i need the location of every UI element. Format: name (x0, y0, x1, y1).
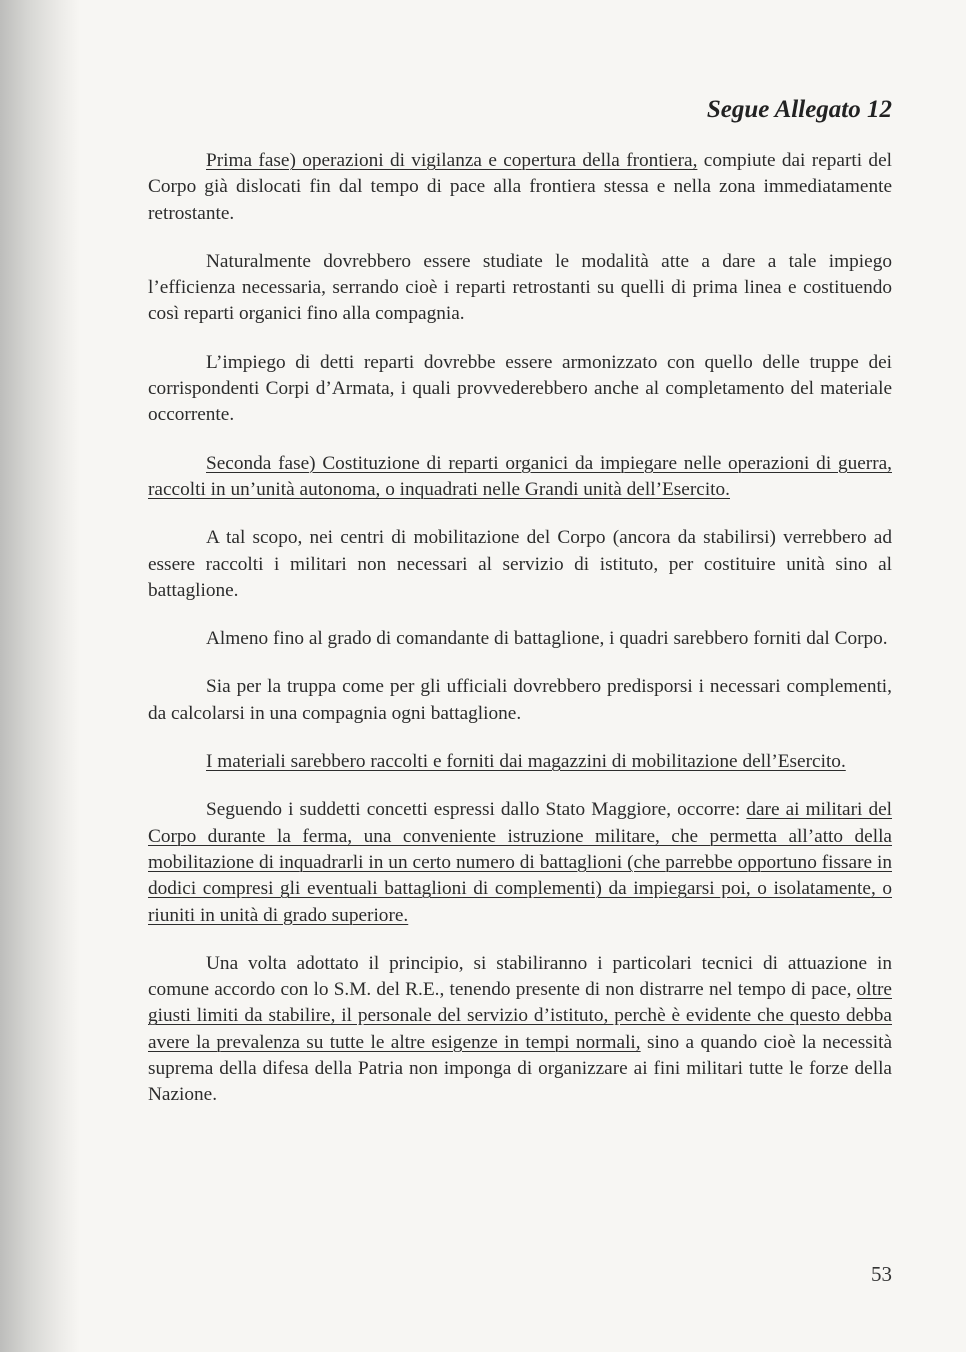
page-number: 53 (871, 1262, 892, 1286)
paragraph (148, 951, 892, 1109)
paragraph (148, 249, 892, 328)
underlined-text: dare ai militari del Corpo durante la ferma, una conveniente istruzione militare, che permetta all’atto della mobilitazione di inquadrarli in un certo numero di battaglioni (che parrebbe opportuno fissare in dodici compresi gli eventuali battaglioni di complementi) da impiegarsi poi, o isolatamente, o riuniti in unità di grado superiore. (148, 799, 893, 926)
paragraph (148, 525, 892, 604)
underlined-text: Seconda fase) Costituzione di reparti organici da impiegare nelle operazioni di guerra, raccolti in un’unità autonoma, o inquadrati nelle Grandi unità dell’Esercito. (148, 452, 892, 500)
paragraph (148, 749, 892, 775)
underlined-text: I materiali sarebbero raccolti e forniti dai magazzini di mobilitazione dell’Esercito. (206, 751, 846, 773)
paragraph (148, 797, 892, 928)
text-segment: L’impiego di detti reparti dovrebbe essere armonizzato con quello delle truppe dei corrispondenti Corpi d’Armata, i quali provvederebbero anche al completamento del materiale occorrente. (148, 351, 892, 426)
text-segment: Seguendo i suddetti concetti espressi dallo Stato Maggiore, occorre: (206, 799, 747, 821)
text-segment: compiute dai reparti del Corpo già dislocati fin dal tempo di pace alla frontiera stessa e nella zona immediatamente retrostante. (148, 150, 892, 224)
text-segment: A tal scopo, nei centri di mobilitazione del Corpo (ancora da stabilirsi) verrebbero ad essere raccolti i militari non necessari al servizio di istituto, per costituire unità sino al battaglione. (148, 527, 892, 601)
paragraph (148, 148, 892, 227)
text-segment: sino a quando cioè la necessità suprema della difesa della Patria non imponga di organizzare ai fini militari tutte le forze della Nazione. (148, 1031, 892, 1106)
text-segment: Naturalmente dovrebbero essere studiate le modalità atte a dare a tale impiego l’efficienza necessaria, serrando cioè i reparti retrostanti su quelli di prima linea e costituendo così reparti organici fino alla compagnia. (148, 250, 892, 325)
underlined-text: Prima fase) operazioni di vigilanza e copertura della frontiera, (206, 150, 698, 171)
underlined-text: oltre giusti limiti da stabilire, il personale del servizio d’istituto, perchè è evidente che questo debba avere la prevalenza su tutte le altre esigenze in tempi normali, (148, 979, 892, 1053)
running-header: Segue Allegato 12 (706, 96, 892, 123)
text-segment: Una volta adottato il principio, si stabiliranno i particolari tecnici di attuazione in comune accordo con lo S.M. del R.E., tenendo presente di non distrarre nel tempo di pace, (148, 952, 892, 1001)
paragraph (148, 451, 892, 504)
text-segment: Almeno fino al grado di comandante di battaglione, i quadri sarebbero forniti dal Corpo. (206, 628, 888, 650)
binding-gutter-shadow (0, 0, 80, 1352)
paragraph (148, 626, 892, 652)
paragraph (148, 350, 892, 429)
text-segment: Sia per la truppa come per gli ufficiali dovrebbero predisporsi i necessari complementi, da calcolarsi in una compagnia ogni battaglione. (148, 676, 892, 724)
body-text (148, 148, 892, 1131)
paragraph (148, 674, 892, 727)
